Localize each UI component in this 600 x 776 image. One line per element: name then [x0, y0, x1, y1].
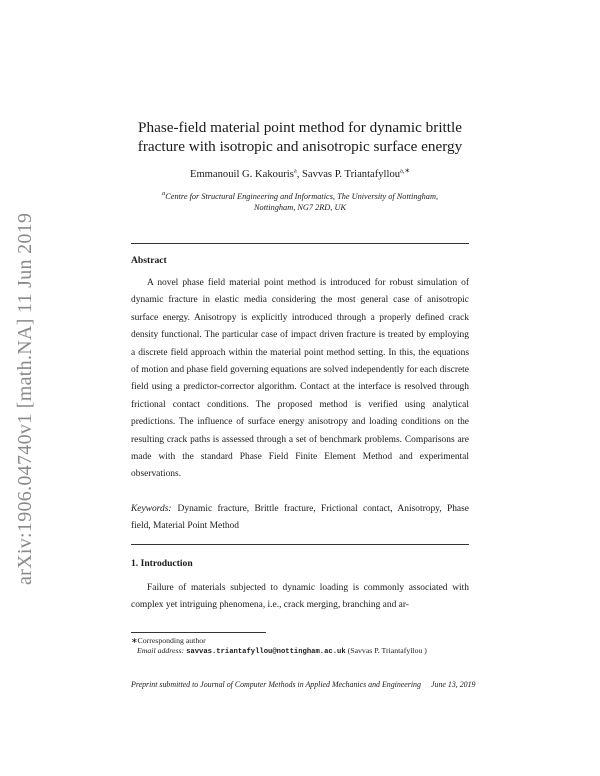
abstract-bottom-rule — [131, 544, 469, 545]
affil-mark: a — [161, 190, 166, 198]
footnote — [131, 636, 471, 657]
preprint-note: Preprint submitted to Journal of Computer Methods in Applied Mechanics and Engineering — [131, 680, 421, 689]
footnote-corresponding: ∗Corresponding author — [131, 636, 206, 645]
author-list — [100, 169, 500, 180]
keywords-text: Dynamic fracture, Brittle fracture, Frictional contact, Anisotropy, Phase field, Material Point Method — [131, 504, 469, 532]
preprint-date: June 13, 2019 — [431, 680, 476, 689]
email-address[interactable]: savvas.triantafyllou@nottingham.ac.uk — [186, 648, 346, 656]
abstract-body: A novel phase field material point method is introduced for robust simulation of dynamic fracture in elastic media considering the most general case of anisotropic surface energy. Anisotropy is explicitly introduced through a properly defined crack density functional. The particular case of impact driven fracture is treated by employing a discrete field approach within the material point method setting. In this, the equations of motion and phase field governing equations are solved independently for each discrete field using a predictor-corrector algorithm. Contact at the interface is resolved through frictional contact conditions. The proposed method is verified using analytical predictions. The influence of surface energy anisotropy and loading conditions on the resulting crack paths is assessed through a set of benchmark problems. Comparisons are made with the standard Phase Field Finite Element Method and experimental observations. — [131, 278, 469, 480]
affiliation-line-1: Centre for Structural Engineering and Informatics, The University of Nottingham, — [165, 192, 439, 201]
author-affil-mark: a,∗ — [400, 167, 411, 175]
author-name: Savvas P. Triantafyllou — [302, 169, 401, 180]
keywords-label: Keywords: — [131, 504, 172, 514]
email-owner: (Savvas P. Triantafyllou ) — [345, 646, 427, 655]
introduction-body: Failure of materials subjected to dynamic loading is commonly associated with complex yet intriguing phenomena, i.e., crack merging, branching and ar- — [131, 583, 469, 611]
affiliation-line-2: Nottingham, NG7 2RD, UK — [254, 203, 346, 213]
title-line-2: fracture with isotropic and anisotropic surface energy — [137, 138, 463, 155]
author-name: Emmanouil G. Kakouris — [189, 169, 294, 180]
arxiv-identifier: arXiv:1906.04740v1 [math.NA] 11 Jun 2019 — [14, 212, 36, 585]
abstract-top-rule — [131, 243, 469, 244]
footnote-rule — [131, 632, 266, 633]
author-separator: , — [296, 169, 303, 180]
affiliation — [120, 191, 480, 214]
abstract-heading: Abstract — [131, 255, 167, 266]
keywords — [131, 501, 469, 536]
title-line-1: Phase-field material point method for dynamic brittle — [138, 119, 462, 136]
author-affil-mark: a — [293, 167, 297, 175]
paper-title — [100, 118, 500, 156]
section-heading-introduction: 1. Introduction — [131, 558, 193, 569]
arxiv-stamp — [8, 195, 48, 595]
email-label: Email address: — [137, 646, 185, 655]
